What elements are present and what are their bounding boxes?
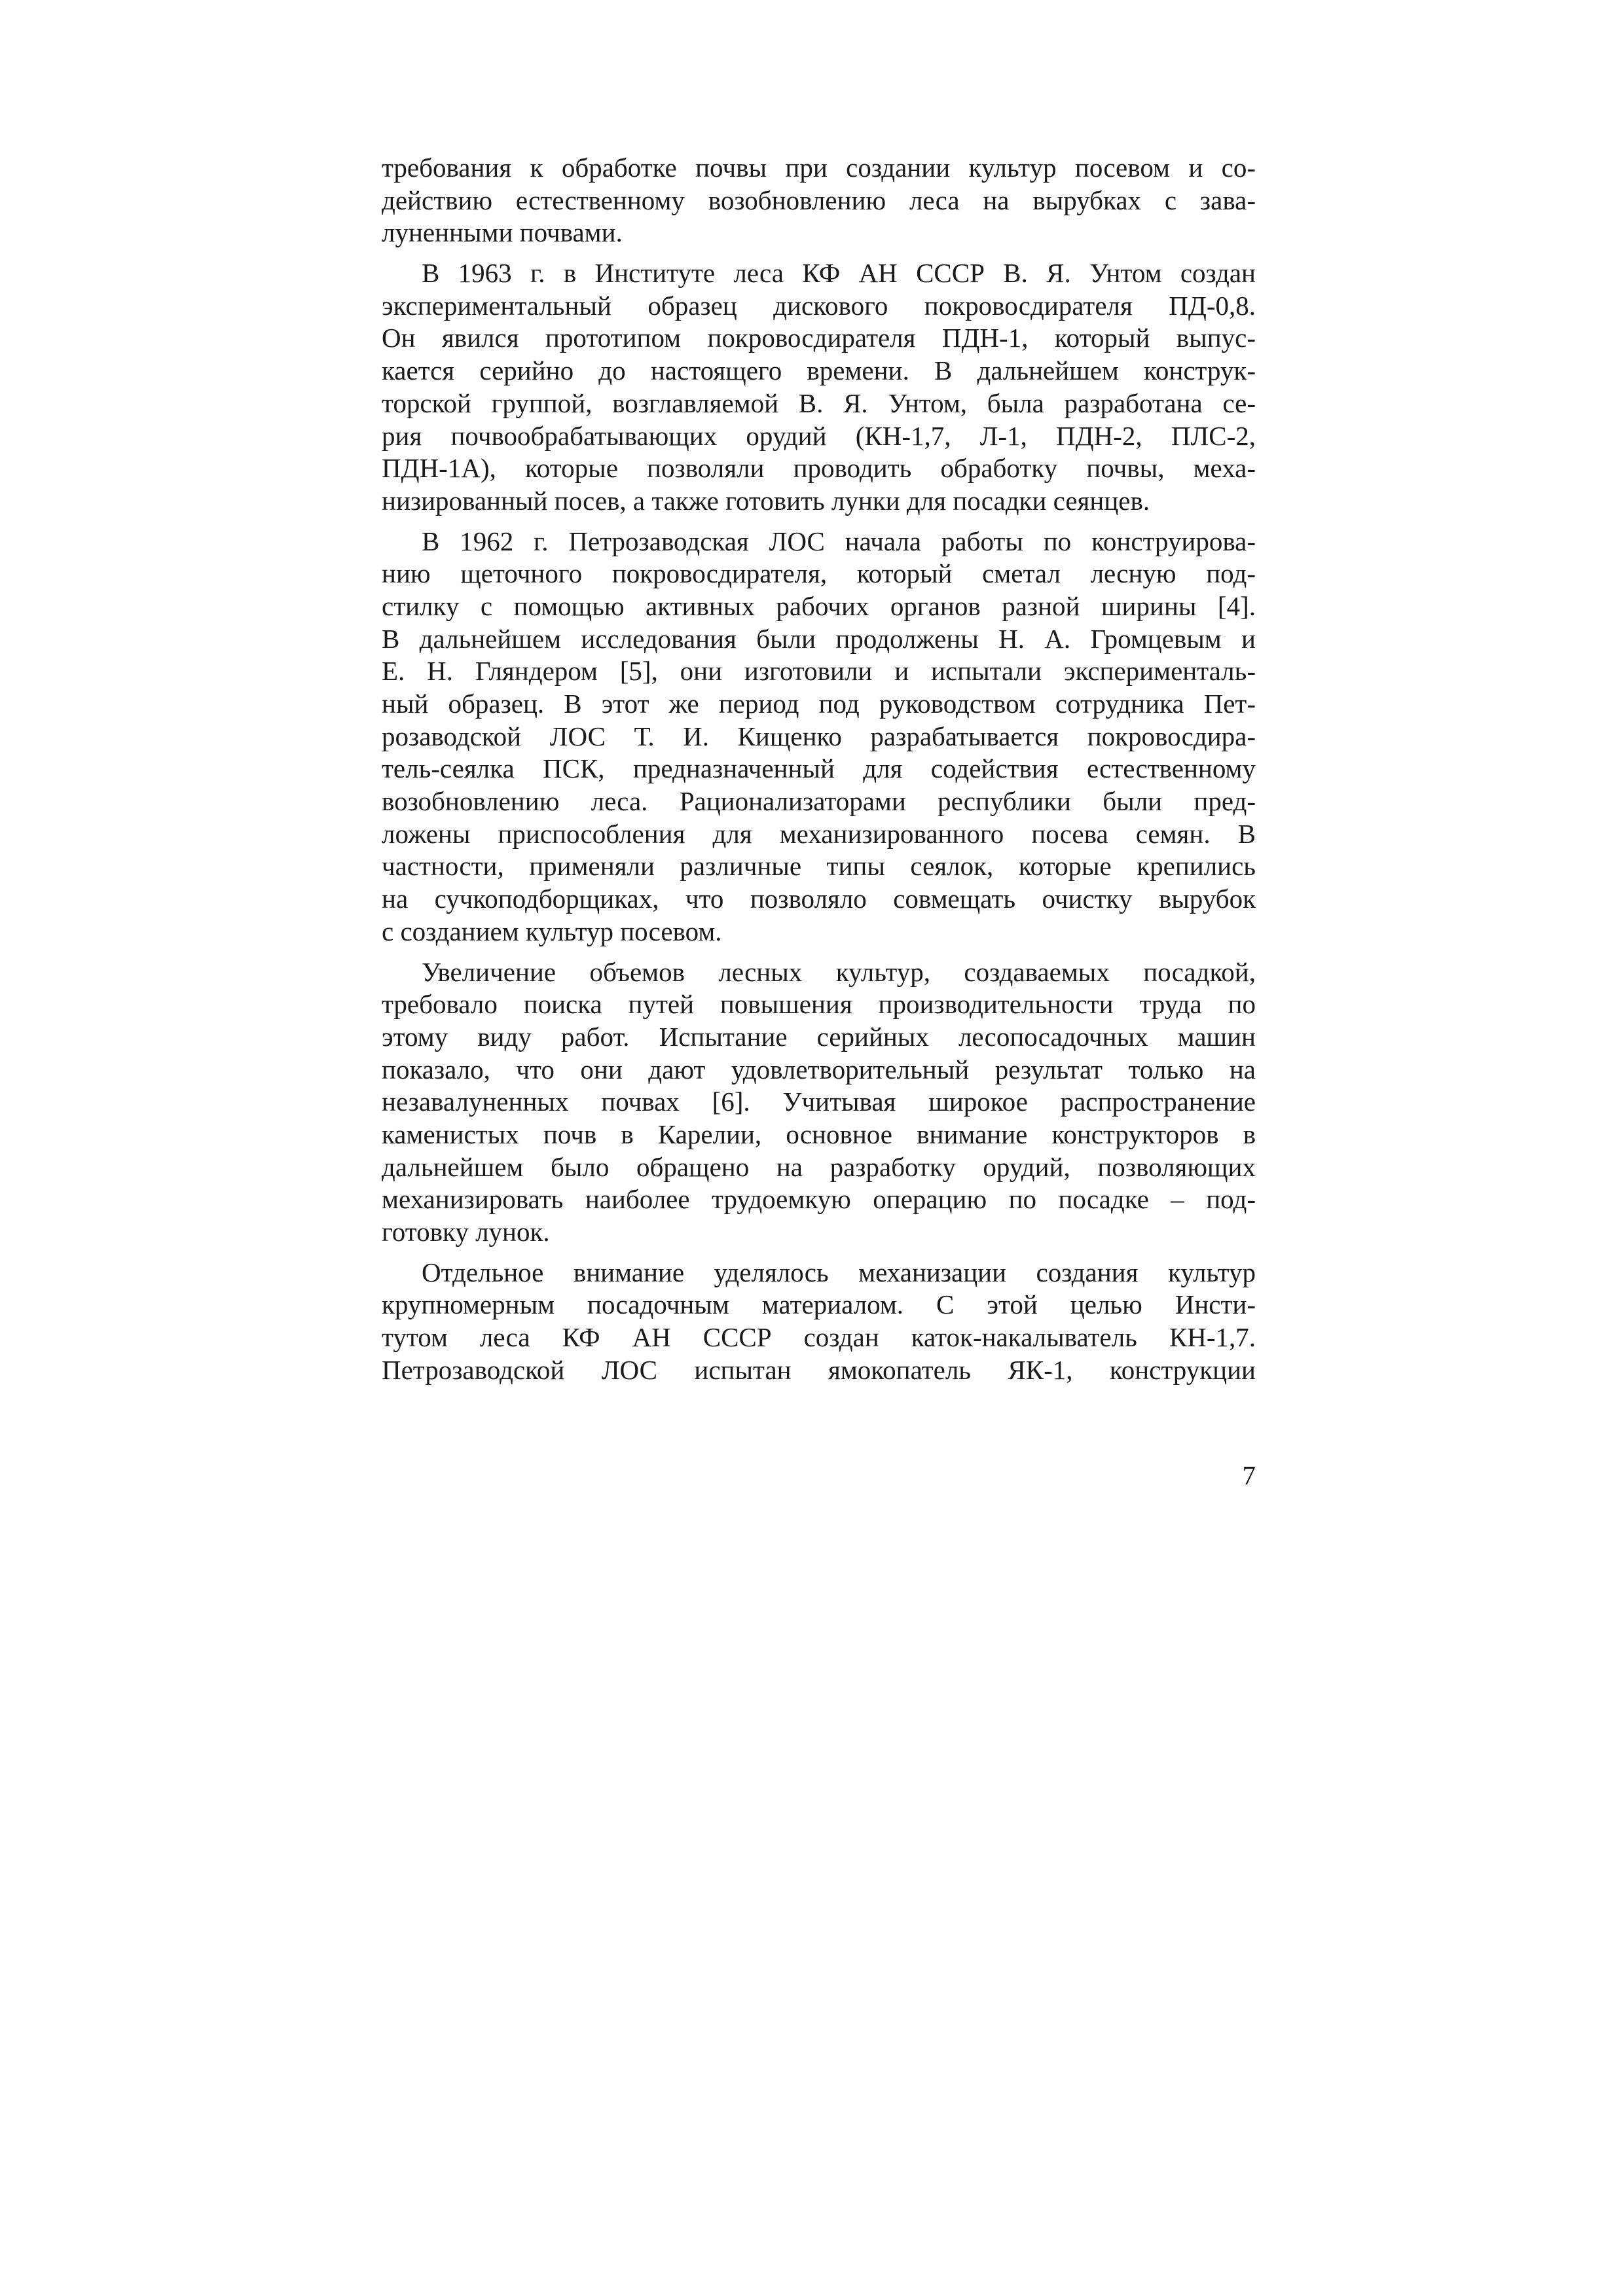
text-line: Он явился прототипом покровосдирателя ПДН-1, который выпус- [382,323,1256,353]
body-text [382,152,1256,1394]
text-line: экспериментальный образец дискового покровосдирателя ПД-0,8. [382,290,1256,321]
text-line: готовку лунок. [382,1217,550,1247]
text-line: требования к обработке почвы при создании культур посевом и со- [382,152,1256,183]
text-line: В 1962 г. Петрозаводская ЛОС начала работы по конструирова- [422,526,1256,556]
paragraph [382,1257,1256,1387]
text-line: ный образец. В этот же период под руководством сотрудника Пет- [382,689,1256,719]
text-line: розаводской ЛОС Т. И. Кищенко разрабатывается покровосдира- [382,721,1256,751]
paragraph [382,257,1256,518]
text-line: тель-сеялка ПСК, предназначенный для содействия естественному [382,753,1256,784]
text-line: тутом леса КФ АН СССР создан каток-накалыватель КН-1,7. [382,1322,1256,1353]
text-line: незавалуненных почвах [6]. Учитывая широкое распространение [382,1086,1256,1117]
text-line: возобновлению леса. Рационализаторами республики были пред- [382,786,1256,817]
text-line: крупномерным посадочным материалом. С этой целью Инсти- [382,1289,1256,1320]
text-line: Петрозаводской ЛОС испытан ямокопатель ЯК-1, конструкции [382,1354,1256,1385]
paragraph [382,956,1256,1249]
text-line: рия почвообрабатывающих орудий (КН-1,7, Л-1, ПДН-2, ПЛС-2, [382,420,1256,451]
text-line: нию щеточного покровосдирателя, который сметал лесную под- [382,558,1256,589]
text-line: стилку с помощью активных рабочих органов разной ширины [4]. [382,590,1256,621]
text-line: действию естественному возобновлению леса на вырубках с зава- [382,185,1256,215]
paragraph [382,152,1256,249]
text-line: В дальнейшем исследования были продолжены Н. А. Громцевым и [382,623,1256,654]
page-number: 7 [1242,1460,1256,1490]
paragraph [382,526,1256,948]
text-line: низированный посев, а также готовить лунки для посадки сеянцев. [382,485,1150,516]
text-line: этому виду работ. Испытание серийных лесопосадочных машин [382,1021,1256,1052]
text-line: луненными почвами. [382,217,623,248]
text-line: Е. Н. Гляндером [5], они изготовили и испытали эксперименталь- [382,656,1256,687]
text-line: ПДН-1А), которые позволяли проводить обработку почвы, меха- [382,453,1256,484]
text-line: Увеличение объемов лесных культур, создаваемых посадкой, [422,956,1256,987]
text-line: требовало поиска путей повышения производительности труда по [382,989,1256,1020]
text-line: частности, применяли различные типы сеялок, которые крепились [382,851,1256,882]
text-line: кается серийно до настоящего времени. В дальнейшем конструк- [382,355,1256,386]
text-line: показало, что они дают удовлетворительный результат только на [382,1054,1256,1085]
text-line: дальнейшем было обращено на разработку орудий, позволяющих [382,1151,1256,1182]
text-line: Отдельное внимание уделялось механизации создания культур [422,1257,1256,1287]
text-line: В 1963 г. в Институте леса КФ АН СССР В. Я. Унтом создан [422,258,1256,289]
text-line: механизировать наиболее трудоемкую операцию по посадке – под- [382,1184,1256,1215]
text-line: с созданием культур посевом. [382,916,722,946]
text-line: на сучкоподборщиках, что позволяло совмещать очистку вырубок [382,884,1256,914]
text-line: каменистых почв в Карелии, основное внимание конструкторов в [382,1119,1256,1149]
text-line: торской группой, возглавляемой В. Я. Унтом, была разработана се- [382,387,1256,418]
text-line: ложены приспособления для механизированного посева семян. В [382,818,1256,849]
